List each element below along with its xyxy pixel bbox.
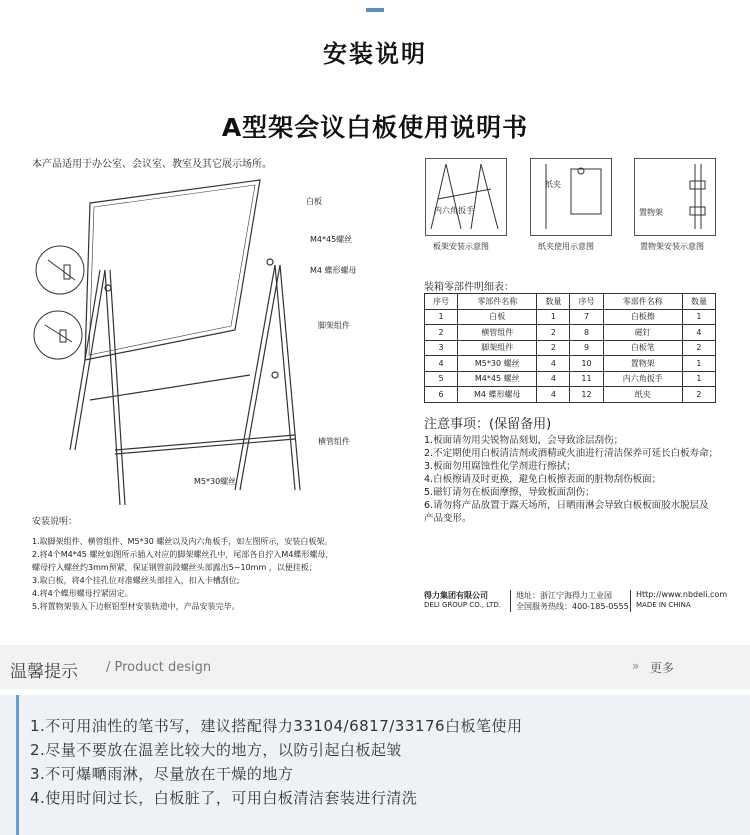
inset-text: 纸夹: [545, 180, 561, 189]
table-cell: 8: [570, 325, 603, 341]
table-cell: 2: [682, 387, 715, 403]
tips-subtitle: / Product design: [106, 660, 212, 675]
footer-separator: [630, 590, 631, 612]
notes-section: [424, 418, 744, 525]
manual-title: A型架会议白板使用说明书: [221, 113, 529, 142]
table-row: [425, 325, 716, 341]
manual-footer: [424, 590, 744, 614]
label-leg: 脚架组件: [318, 321, 350, 330]
table-header: 序号: [425, 294, 458, 310]
note-item: 产品变形。: [424, 513, 472, 524]
company-en: DELI GROUP CO., LTD.: [424, 601, 501, 609]
company-cn: 得力集团有限公司: [424, 591, 488, 600]
table-cell: 1: [682, 371, 715, 387]
tips-accent-bar: [16, 695, 19, 835]
table-cell: 白板: [458, 309, 537, 325]
service-hotline: 全国服务热线：400-185-0555: [516, 602, 629, 611]
inset-tray-install: [634, 158, 716, 236]
table-cell: 白板擦: [603, 309, 682, 325]
note-item: 4.白板擦请及时更换，避免白板擦表面的脏物刮伤板面；: [424, 474, 662, 485]
label-screw45: M4*45螺丝: [310, 235, 353, 244]
tips-title: 温馨提示: [10, 662, 78, 682]
table-row: [425, 371, 716, 387]
chevron-right-icon: »: [632, 659, 640, 673]
note-item: 6.请勿将产品放置于露天场所，日晒雨淋会导致白板板面胶水脱层及: [424, 500, 709, 511]
table-row: [425, 356, 716, 372]
label-butterfly-nut: M4 蝶形螺母: [310, 266, 357, 275]
inset-frame-install: [425, 158, 507, 236]
table-cell: 内六角扳手: [603, 371, 682, 387]
table-cell: M5*30 螺丝: [458, 356, 537, 372]
install-heading: 安装说明：: [32, 517, 78, 527]
install-step: 5.将置物架装入下边框铝型材安装轨道中，产品安装完毕。: [32, 602, 240, 611]
tip-item: 3.不可爆嗮雨淋，尽量放在干燥的地方: [30, 765, 294, 783]
table-cell: 白板笔: [603, 340, 682, 356]
table-cell: 1: [537, 309, 570, 325]
table-cell: 4: [537, 371, 570, 387]
top-accent-bar: [366, 8, 384, 12]
parts-title: 装箱零部件明细表：: [424, 282, 514, 293]
tray-install-drawing: [635, 159, 715, 235]
table-cell: 10: [570, 356, 603, 372]
table-cell: 5: [425, 371, 458, 387]
whiteboard-illustration: [30, 170, 330, 515]
note-item: 5.磁钉请勿在板面摩擦，导致板面刮伤；: [424, 487, 595, 498]
table-cell: 横管组件: [458, 325, 537, 341]
tip-item: 4.使用时间过长，白板脏了，可用白板清洁套装进行清洗: [30, 789, 418, 807]
install-instructions: [32, 516, 404, 613]
tip-item: 2.尽量不要放在温差比较大的地方，以防引起白板起皱: [30, 741, 402, 759]
inset-clip-usage: [530, 158, 612, 236]
notes-heading: 注意事项：(保留备用): [424, 417, 552, 432]
table-cell: 7: [570, 309, 603, 325]
manual-intro: 本产品适用于办公室、会议室、教室及其它展示场所。: [32, 159, 272, 170]
table-header: 序号: [570, 294, 603, 310]
table-header: 零部件名称: [603, 294, 682, 310]
tips-list: [30, 714, 523, 810]
footer-separator: [510, 590, 511, 612]
table-cell: 9: [570, 340, 603, 356]
table-header: 零部件名称: [458, 294, 537, 310]
install-step: 3.取白板，将4个挂孔位对准螺丝头部挂入，扣入卡槽刮位;: [32, 576, 240, 585]
table-cell: 2: [682, 340, 715, 356]
table-cell: M4*45 螺丝: [458, 371, 537, 387]
inset-caption: 纸夹使用示意图: [538, 242, 594, 251]
table-row: [425, 340, 716, 356]
made-in-china: MADE IN CHINA: [636, 601, 691, 609]
table-header-row: [425, 294, 716, 310]
website-url[interactable]: Http://www.nbdeli.com: [636, 590, 728, 599]
table-cell: 2: [537, 340, 570, 356]
table-cell: 2: [537, 325, 570, 341]
note-item: 3.板面勿用腐蚀性化学剂进行擦拭；: [424, 461, 576, 472]
label-crossbar: 横管组件: [318, 437, 350, 446]
table-cell: 4: [425, 356, 458, 372]
table-cell: 4: [537, 387, 570, 403]
section-title: 安装说明: [323, 40, 427, 68]
table-cell: M4 蝶形螺母: [458, 387, 537, 403]
table-cell: 纸夹: [603, 387, 682, 403]
table-cell: 4: [682, 325, 715, 341]
parts-table: [424, 293, 716, 403]
inset-caption: 置物架安装示意图: [640, 242, 704, 251]
table-cell: 11: [570, 371, 603, 387]
table-row: [425, 309, 716, 325]
table-cell: 1: [425, 309, 458, 325]
more-link[interactable]: 更多: [650, 661, 675, 675]
table-cell: 1: [682, 309, 715, 325]
table-cell: 6: [425, 387, 458, 403]
table-cell: 脚架组件: [458, 340, 537, 356]
note-item: 2.不定期使用白板清洁剂或酒精或火油进行清洁保养可延长白板寿命；: [424, 448, 719, 459]
table-cell: 2: [425, 325, 458, 341]
install-step: 1.取脚架组件、横管组件、M5*30 螺丝以及内六角板手，如左图所示，安装白板架。: [32, 537, 333, 546]
company-address: 地址：浙江宁海得力工业园: [516, 591, 612, 600]
table-header: 数量: [537, 294, 570, 310]
install-step: 4.将4个蝶形螺母拧紧固定。: [32, 589, 133, 598]
clip-usage-drawing: [531, 159, 611, 235]
install-step: 螺母拧入螺丝约3mm预紧，保证钢管前段螺丝头部露出5~10mm ，以便挂板；: [32, 563, 317, 572]
note-item: 1.板面请勿用尖锐物品刻划，会导致涂层刮伤；: [424, 435, 624, 446]
table-cell: 磁钉: [603, 325, 682, 341]
table-cell: 4: [537, 356, 570, 372]
table-cell: 置物架: [603, 356, 682, 372]
install-step: 2.将4个M4*45 螺丝如图所示插入对应的脚架螺丝孔中，尾部各自拧入M4蝶形螺母，: [32, 550, 334, 559]
table-cell: 1: [682, 356, 715, 372]
label-screw30: M5*30螺丝: [194, 477, 237, 486]
table-cell: 3: [425, 340, 458, 356]
tip-item: 1.不可用油性的笔书写，建议搭配得力33104/6817/33176白板笔使用: [30, 717, 523, 735]
inset-text: 内六角扳手: [434, 206, 474, 215]
table-cell: 12: [570, 387, 603, 403]
inset-caption: 板架安装示意图: [433, 242, 489, 251]
label-board: 白板: [306, 197, 322, 206]
table-header: 数量: [682, 294, 715, 310]
inset-text: 置物架: [639, 208, 663, 217]
frame-install-drawing: [426, 159, 506, 235]
table-row: [425, 387, 716, 403]
